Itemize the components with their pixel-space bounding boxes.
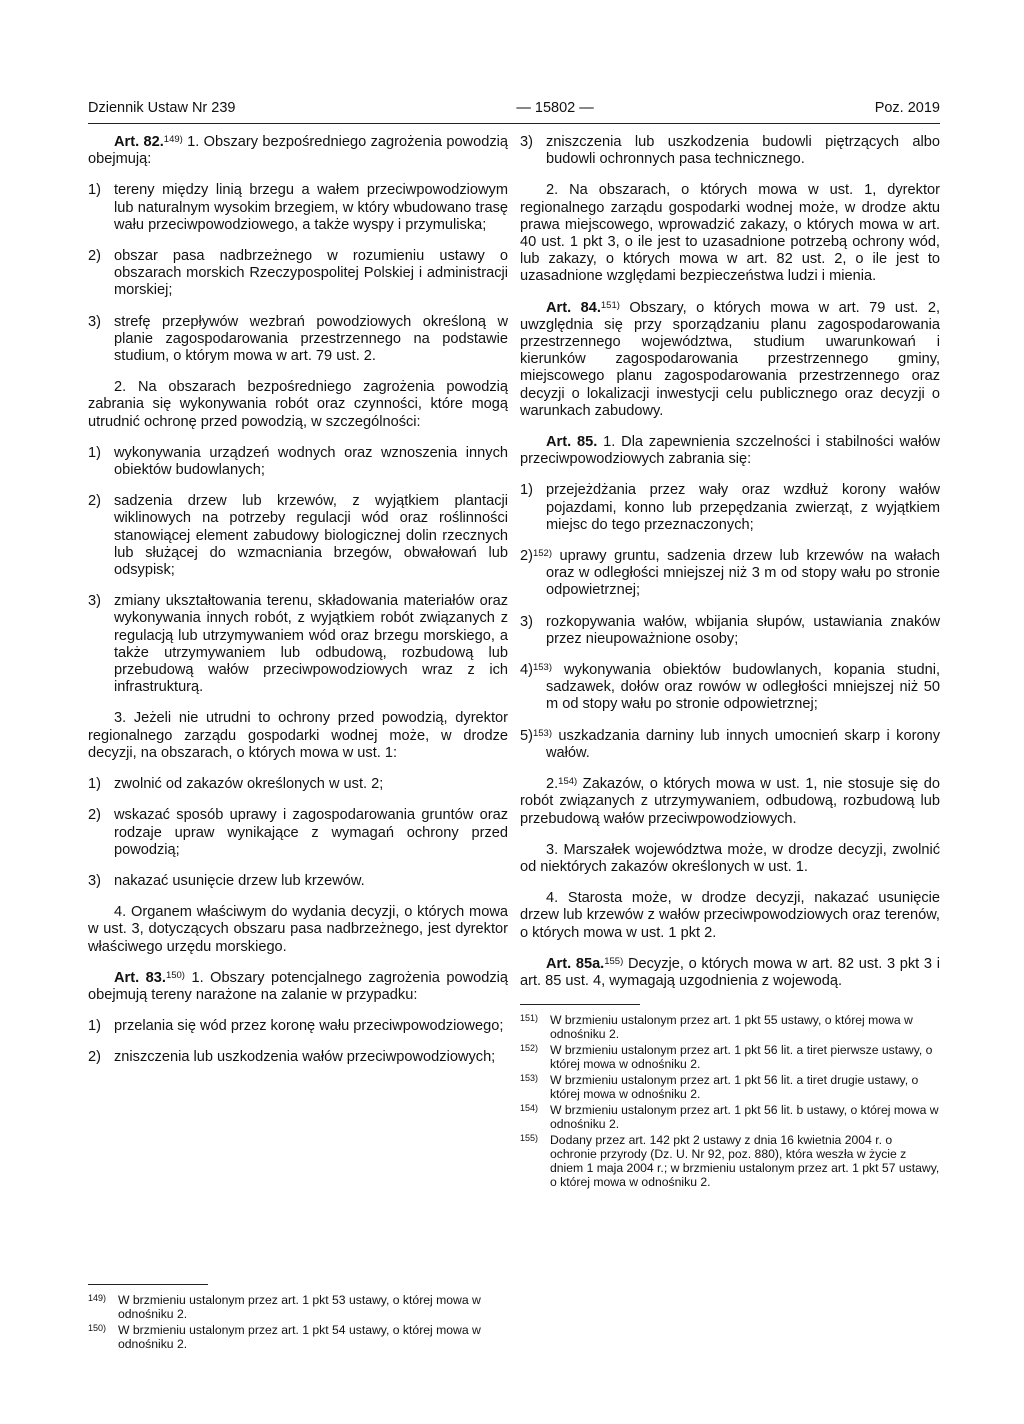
list-item: 1) przelania się wód przez koronę wału przeciwpowodziowego; [88,1018,504,1035]
list-item: 2) wskazać sposób uprawy i zagospodarowania gruntów oraz rodzaje upraw wynikające z wymagań ochrony przed powodzią; [88,807,508,858]
art82-ust2: 2. Na obszarach bezpośredniego zagrożenia powodzią zabrania się wykonywania robót oraz czynności, które mogą utrudnić ochronę przed powodzią, w szczególności: [88,379,508,430]
list-item: 3) strefę przepływów wezbrań powodziowych określoną w planie zagospodarowania przestrzennego na podstawie studium, o którym mowa w art. 79 ust. 2. [88,313,508,365]
list-item: 2) sadzenia drzew lub krzewów, z wyjątkiem plantacji wiklinowych na potrzeby regulacji wód oraz roślinności stanowiącej element zabudowy biologicznej dolin rzecznych lub służącej do wzmacniania brzegów, obwałowań lub odsypisk; [88,493,508,579]
art85-ust4: 4. Starosta może, w drodze decyzji, nakazać usunięcie drzew lub krzewów z wałów przeciwpowodziowych oraz terenów, o których mowa w ust. 1 pkt 2. [520,890,940,941]
footnote-ref: 149) [163,134,183,145]
art84: Art. 84.$^{151)}$ Obszary, o których mowa w art. 79 ust. 2, uwzględnia się przy sporządzaniu planu zagospodarowania przestrzennego województwa, studium uwarunkowań i kierunków zagospodarowania przestrzennego gminy, miejscowego planu zagospodarowania przestrzennego oraz decyzji o lokalizacji inwestycji celu publicznego oraz decyzji o warunkach zabudowy. [520,299,940,419]
list-item: 3) zmiany ukształtowania terenu, składowania materiałów oraz wykonywania innych robót, z wyjątkiem robót związanych z regulacją lub utrzymywaniem wód oraz brzegu morskiego, a także utrzymywaniem lub odbudową, rozbudową lub przebudową wałów przeciwpowodziowych wraz z ich infrastrukturą. [88,593,508,696]
list-item: 3) nakazać usunięcie drzew lub krzewów. [88,872,365,889]
footnote-ref: 153) [532,727,552,739]
list-item: 1) przejeżdżania przez wały oraz wzdłuż korony wałów pojazdami, konno lub przepędzania zwierząt, z wyjątkiem miejsc do tego przeznaczonych; [520,482,940,533]
page-header [88,100,940,124]
list-item: 3) zniszczenia lub uszkodzenia budowli piętrzących albo budowli ochronnych pasa technicznego. [520,134,940,168]
footnotes-right [520,1004,940,1189]
art82-ust4: 4. Organem właściwym do wydania decyzji, o których mowa w ust. 3, dotyczących obszaru pasa nadbrzeżnego, jest dyrektor właściwego urzędu morskiego. [88,904,508,955]
footnote-divider [88,1284,208,1285]
art82-ust1: Art. 82.$^{149)}$ 1. Obszary bezpośredniego zagrożenia powodzią obejmują: [88,134,508,168]
columns [88,134,940,1424]
right-column [520,134,940,1424]
footnote-ref: 154) [558,776,578,788]
list-item: 1) zwolnić od zakazów określonych w ust. 2; [88,776,384,793]
footnote: $^{150)}$ W brzmieniu ustalonym przez art. 1 pkt 54 ustawy, o której mowa w odnośniku 2. [88,1323,481,1351]
article-title: Art. 84. [546,299,601,316]
footnote: $^{154)}$ W brzmieniu ustalonym przez art. 1 pkt 56 lit. b ustawy, o której mowa w odnośniku 2. [520,1103,939,1132]
footnotes-left [88,1274,508,1353]
list-item: 1) wykonywania urządzeń wodnych oraz wznoszenia innych obiektów budowlanych; [88,444,508,479]
art83-ust2: 2. Na obszarach, o których mowa w ust. 1, dyrektor regionalnego zarządu gospodarki wodnej może, w drodze aktu prawa miejscowego, wprowadzić zakazy, o których mowa w art. 40 ust. 1 pkt 3, o ile jest to uzasadnione potrzebą ochrony wód, lub zakazy, o których mowa w art. 82 ust. 2, o ile jest to uzasadnione względami bezpieczeństwa ludzi i mienia. [520,182,940,285]
footnote: $^{149)}$ W brzmieniu ustalonym przez art. 1 pkt 53 ustawy, o której mowa w odnośniku 2. [88,1293,481,1321]
list-item: 1) tereny między linią brzegu a wałem przeciwpowodziowym lub naturalnym wysokim brzegiem, w który wbudowano trasę wału przeciwpowodziowego, a także wyspy i przymuliska; [88,182,508,233]
footnote-ref: 150) [165,969,185,981]
list-item: 5)$^{153)}$ uszkadzania darniny lub innych umocnień skarp i korony wałów. [520,727,940,761]
list-item: 2) obszar pasa nadbrzeżnego w rozumieniu ustawy o obszarach morskich Rzeczypospolitej Polskiej i administracji morskiej; [88,248,508,299]
page-number: — 15802 — [516,100,594,116]
list-item: 3) rozkopywania wałów, wbijania słupów, ustawiania znaków przez nieupoważnione osoby; [520,613,940,647]
footnote-ref: 151) [600,299,620,311]
footnote: $^{153)}$ W brzmieniu ustalonym przez art. 1 pkt 56 lit. a tiret drugie ustawy, o której mowa w odnośniku 2. [520,1073,919,1102]
document-page [88,100,940,1400]
art83-ust1: Art. 83.$^{150)}$ 1. Obszary potencjalnego zagrożenia powodzią obejmują tereny narażone na zalanie w przypadku: [88,969,509,1003]
left-column [88,134,508,1424]
position-number: Poz. 2019 [874,100,940,116]
journal-title: Dziennik Ustaw Nr 239 [88,100,236,116]
footnote: $^{152)}$ W brzmieniu ustalonym przez art. 1 pkt 56 lit. a tiret pierwsze ustawy, o której mowa w odnośniku 2. [520,1043,933,1072]
list-item: 2) zniszczenia lub uszkodzenia wałów przeciwpowodziowych; [88,1049,496,1066]
art85-ust1: Art. 85. 1. Dla zapewnienia szczelności i stabilności wałów przeciwpowodziowych zabrania się: [520,434,940,468]
footnote: $^{155)}$ Dodany przez art. 142 pkt 2 ustawy z dnia 16 kwietnia 2004 r. o ochronie przyrody (Dz. U. Nr 92, poz. 880), która weszła w życie z dniem 1 maja 2004 r.; w brzmieniu ustalonym przez art. 1 pkt 57 ustawy, o której mowa w odnośniku 2. [520,1133,940,1190]
art85-ust2: 2.$^{154)}$ Zakazów, o których mowa w ust. 1, nie stosuje się do robót związanych z utrzymywaniem, odbudową, rozbudową lub przebudową wałów przeciwpowodziowych. [520,776,940,827]
footnote: $^{151)}$ W brzmieniu ustalonym przez art. 1 pkt 55 ustawy, o której mowa w odnośniku 2. [520,1013,913,1042]
article-title: Art. 83. [114,969,166,986]
footnote-ref: 153) [532,662,552,674]
art85-ust3: 3. Marszałek województwa może, w drodze decyzji, zwolnić od niektórych zakazów określonych w ust. 1. [520,841,940,875]
footnote-divider [520,1004,640,1005]
art85a: Art. 85a.$^{155)}$ Decyzje, o których mowa w art. 82 ust. 3 pkt 3 i art. 85 ust. 4, wymagają uzgodnienia z wojewodą. [520,955,940,989]
list-item: 2)$^{152)}$ uprawy gruntu, sadzenia drzew lub krzewów na wałach oraz w odległości mniejszej niż 3 m od stopy wału po stronie odpowietrznej; [520,548,940,599]
footnote-ref: 152) [532,548,552,560]
article-title: Art. 82. [114,134,164,150]
footnote-ref: 155) [604,955,624,967]
art82-ust3: 3. Jeżeli nie utrudni to ochrony przed powodzią, dyrektor regionalnego zarządu gospodarki wodnej może, w drodze decyzji, na obszarach, o których mowa w ust. 1: [88,710,508,761]
article-title: Art. 85a. [546,955,605,972]
list-item: 4)$^{153)}$ wykonywania obiektów budowlanych, kopania studni, sadzawek, dołów oraz rowów w odległości mniejszej niż 50 m od stopy wału po stronie odpowietrznej; [520,662,940,713]
article-title: Art. 85. [546,434,598,451]
